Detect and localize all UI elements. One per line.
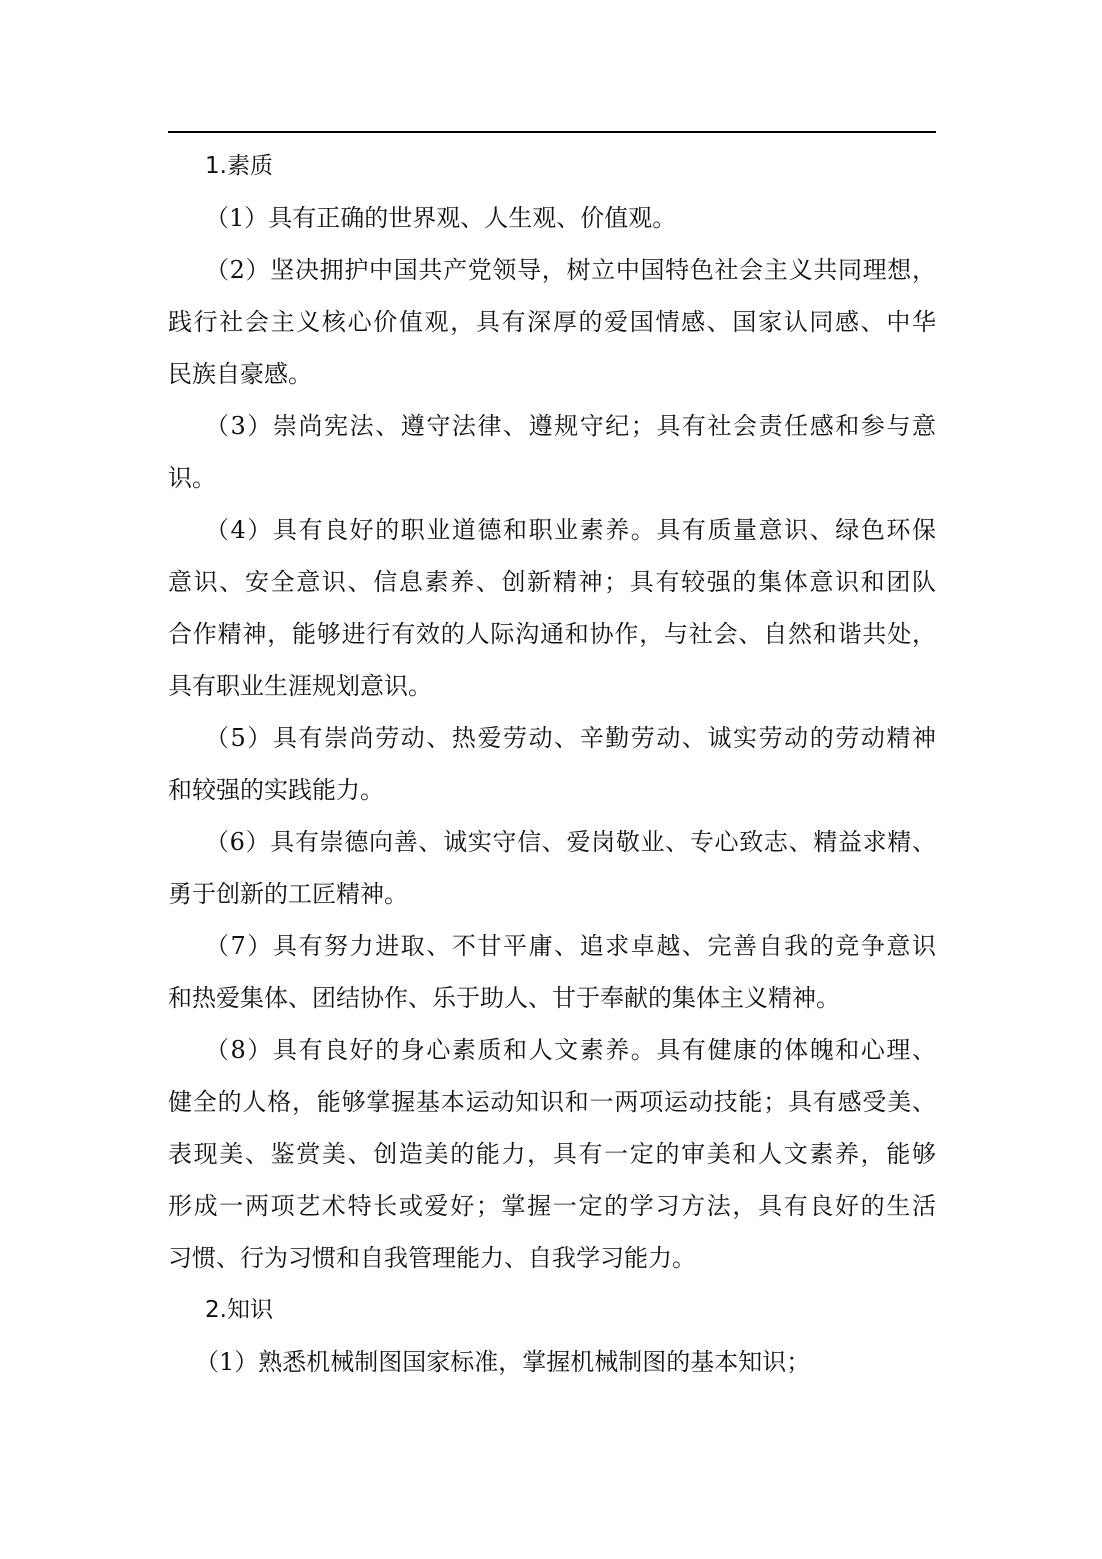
quality-item-8-line-1: （8）具有良好的身心素质和人文素养。具有健康的体魄和心理、 bbox=[205, 1036, 936, 1064]
quality-item-5-line-1: （5）具有崇尚劳动、热爱劳动、辛勤劳动、诚实劳动的劳动精神 bbox=[205, 724, 936, 752]
quality-item-6-line-1: （6）具有崇德向善、诚实守信、爱岗敬业、专心致志、精益求精、 bbox=[205, 828, 936, 856]
section-heading-quality: 1.素质 bbox=[205, 153, 273, 179]
quality-item-1-line-1: （1）具有正确的世界观、人生观、价值观。 bbox=[205, 204, 677, 232]
quality-item-8-line-5: 习惯、行为习惯和自我管理能力、自我学习能力。 bbox=[168, 1244, 696, 1272]
quality-item-4-line-4: 具有职业生涯规划意识。 bbox=[168, 672, 432, 700]
quality-item-4-line-1: （4）具有良好的职业道德和职业素养。具有质量意识、绿色环保 bbox=[205, 516, 936, 544]
quality-item-4-line-2: 意识、安全意识、信息素养、创新精神；具有较强的集体意识和团队 bbox=[168, 568, 936, 596]
quality-item-2-line-3: 民族自豪感。 bbox=[168, 360, 312, 388]
quality-item-8-line-2: 健全的人格，能够掌握基本运动知识和一两项运动技能；具有感受美、 bbox=[168, 1088, 936, 1116]
quality-item-5-line-2: 和较强的实践能力。 bbox=[168, 776, 384, 804]
quality-item-6-line-2: 勇于创新的工匠精神。 bbox=[168, 880, 408, 908]
quality-item-3-line-1: （3）崇尚宪法、遵守法律、遵规守纪；具有社会责任感和参与意 bbox=[205, 412, 936, 440]
quality-item-2-line-2: 践行社会主义核心价值观，具有深厚的爱国情感、国家认同感、中华 bbox=[168, 308, 936, 336]
quality-item-3-line-2: 识。 bbox=[168, 464, 216, 492]
header-rule bbox=[168, 131, 936, 133]
quality-item-4-line-3: 合作精神，能够进行有效的人际沟通和协作，与社会、自然和谐共处， bbox=[168, 620, 936, 648]
quality-item-8-line-4: 形成一两项艺术特长或爱好；掌握一定的学习方法，具有良好的生活 bbox=[168, 1192, 936, 1220]
section-heading-knowledge: 2.知识 bbox=[205, 1297, 273, 1323]
knowledge-item-1-line-1: （1）熟悉机械制图国家标准，掌握机械制图的基本知识； bbox=[195, 1348, 811, 1376]
quality-item-8-line-3: 表现美、鉴赏美、创造美的能力，具有一定的审美和人文素养，能够 bbox=[168, 1140, 936, 1168]
quality-item-2-line-1: （2）坚决拥护中国共产党领导，树立中国特色社会主义共同理想， bbox=[205, 256, 936, 284]
quality-item-7-line-2: 和热爱集体、团结协作、乐于助人、甘于奉献的集体主义精神。 bbox=[168, 984, 840, 1012]
quality-item-7-line-1: （7）具有努力进取、不甘平庸、追求卓越、完善自我的竞争意识 bbox=[205, 932, 936, 960]
